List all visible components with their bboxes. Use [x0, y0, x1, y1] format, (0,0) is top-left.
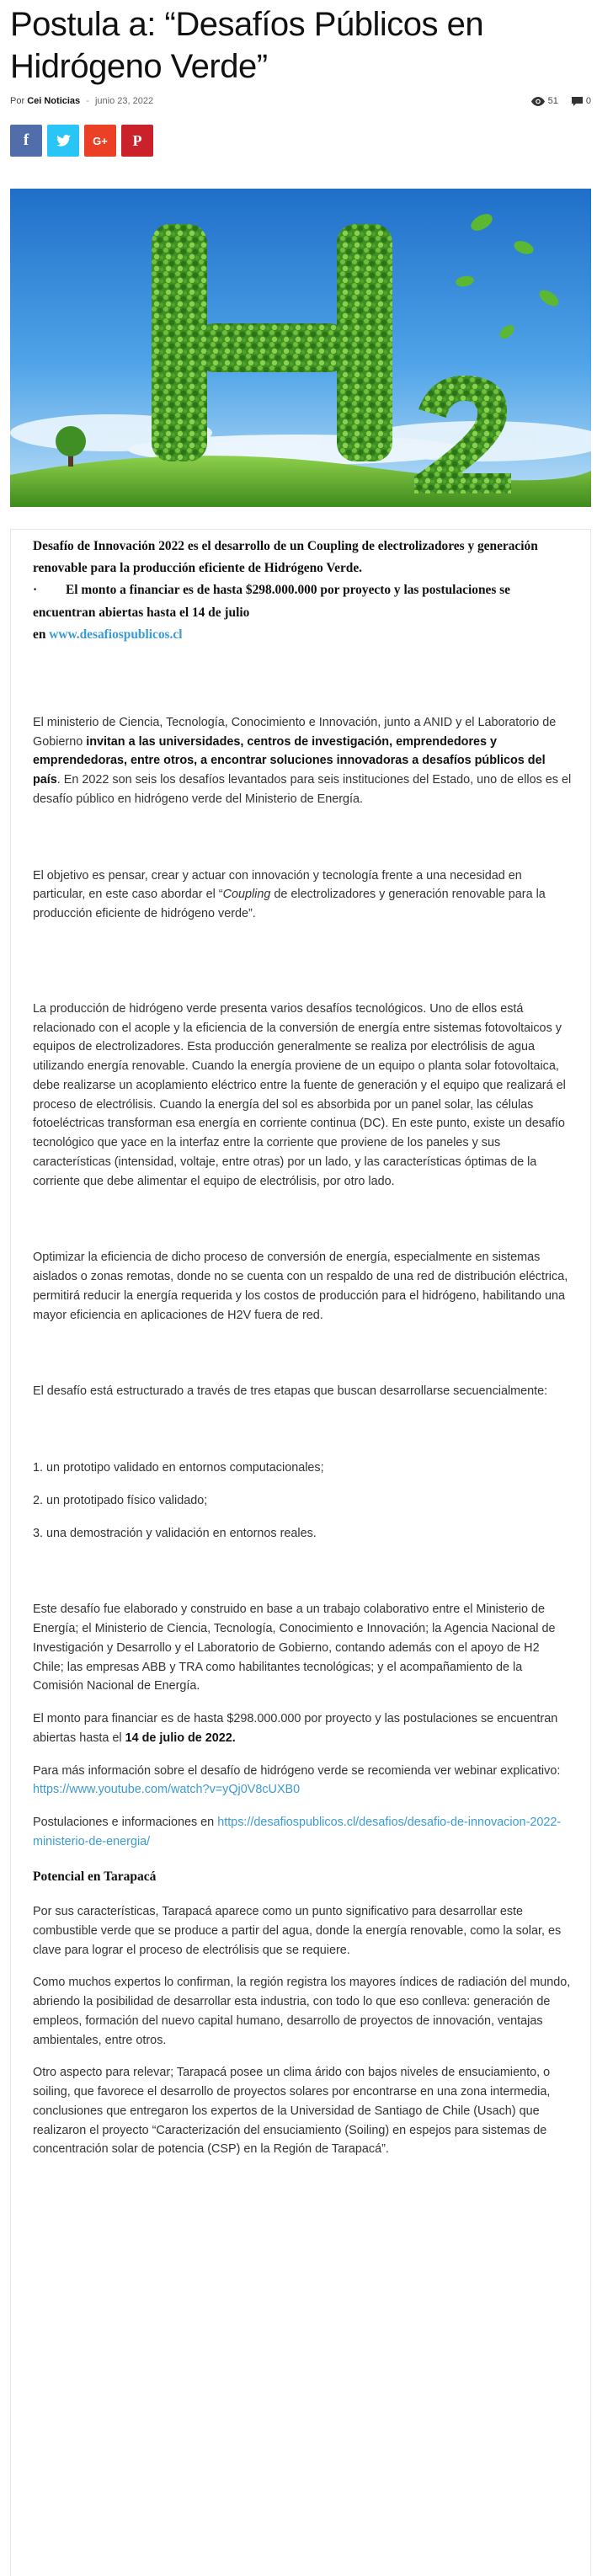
- bullet-text: El monto a financiar es de hasta $298.000.000 por proyecto y las postulaciones se encuentran abiertas hasta el 14 de julio: [33, 583, 511, 620]
- section-heading-tarapaca: Potencial en Tarapacá: [33, 1869, 157, 1884]
- p2-em: Coupling: [222, 888, 271, 902]
- p7-text: El monto para financiar es de hasta $298.000.000 por proyecto y las postulaciones se encuentran abiertas hasta el: [33, 1712, 558, 1745]
- paragraph-3: La producción de hidrógeno verde presenta varios desafíos tecnológicos. Uno de ellos está relacionado con el acople y la eficiencia de la conversión de energía entre sistemas fotovoltaicos y equipos de electrolizadores. Esta producción generalmente se realiza por electrólisis de agua utilizando energía renovable. Cuando la energía proviene de un equipo o planta solar fotovoltaica, debe realizarse un acoplamiento eléctrico entre la fuente de generación y el equipo que realizará el proceso de electrólisis. Cuando la energía del sol es absorbida por un panel solar, las células fotoeléctricas transforman esa energía en corriente continua (DC). En este punto, existe un desafío tecnológico que yace en la interfaz entre la corriente que proviene de los paneles y sus características (intensidad, voltaje, entre otras) por un lado, y las características óptimas de la corriente que debe alimentar el equipo de electrólisis, por otro lado.: [33, 1001, 566, 1188]
- paragraph-7: [33, 1709, 572, 1748]
- author-link[interactable]: Cei Noticias: [27, 96, 81, 106]
- twitter-icon: [56, 135, 71, 147]
- youtube-link[interactable]: https://www.youtube.com/watch?v=yQj0V8cUXB0: [33, 1783, 301, 1797]
- views-count: 51: [547, 96, 558, 106]
- hero-image: [10, 189, 591, 507]
- paragraph-5: El desafío está estructurado a través de tres etapas que buscan desarrollarse secuencialmente:: [33, 1384, 548, 1399]
- desafios-link[interactable]: www.desafiospublicos.cl: [49, 627, 183, 642]
- paragraph-2: [33, 867, 572, 924]
- article-body: [33, 536, 572, 2159]
- paragraph-10: Por sus características, Tarapacá aparece como un punto significativo para desarrollar este combustible verde que se produce a partir del agua, donde la energía renovable, como la solar, es clave para lograr el proceso de electrólisis que se requiere.: [33, 1905, 562, 1957]
- postulaciones-link[interactable]: https://desafiospublicos.cl/desafios/desafio-de-innovacion-2022-ministerio-de-energia/: [33, 1816, 562, 1848]
- share-bar: [10, 125, 153, 157]
- paragraph-11: Como muchos expertos lo confirman, la región registra los mayores índices de radiación del mundo, abriendo la posibilidad de desarrollar esta industria, con todo lo que eso conlleva: generación de empleos, formación del nuevo capital humano, desarrollo de proyectos de innovación, ventajas ambientales, entre otros.: [33, 1976, 571, 2047]
- bullet-link-line: [33, 624, 572, 646]
- stage-2: 2. un prototipado físico validado;: [33, 1493, 208, 1507]
- facebook-icon: f: [23, 131, 29, 149]
- paragraph-4: Optimizar la eficiencia de dicho proceso de conversión de energía, especialmente en sistemas aislados o zonas remotas, donde no se cuenta con un respaldo de una red de distribución eléctrica, permitirá reducir la energía requerida y los costos de producción para el hidrógeno, habilitando una mayor eficiencia en aplicaciones de H2V fuera de red.: [33, 1251, 568, 1322]
- p1-text-a: El ministerio de Ciencia, Tecnología, Conocimiento e Innovación, junto a ANID y el Laboratorio de Gobierno: [33, 715, 557, 749]
- views-counter: [531, 96, 558, 106]
- paragraph-1: [33, 713, 572, 809]
- p8-text: Para más información sobre el desafío de hidrógeno verde se recomienda ver webinar explicativo:: [33, 1763, 561, 1778]
- pinterest-icon: P: [132, 131, 142, 149]
- publish-date: junio 23, 2022: [94, 96, 154, 106]
- p2-text-b: de electrolizadores y generación renovable para la producción eficiente de hidrógeno verde”.: [33, 888, 546, 921]
- eye-icon: [531, 97, 545, 106]
- comments-count: 0: [585, 96, 591, 106]
- article-meta: [10, 96, 591, 111]
- comment-icon: [572, 97, 583, 106]
- bullet-paragraph: [33, 579, 572, 623]
- intro-bold: Desafío de Innovación 2022 es el desarrollo de un Coupling de electrolizadores y generación renovable para la producción eficiente de Hidrógeno Verde.: [33, 539, 538, 576]
- paragraph-9: [33, 1813, 572, 1852]
- paragraph-12: Otro aspecto para relevar; Tarapacá posee un clima árido con bajos niveles de ensuciamiento, o soiling, que favorece el desarrollo de proyectos solares por encontrarse en una zona intermedia, conclusiones que entregaron los expertos de la Universidad de Santiago de Chile (Usach) que realizaron el proyecto “Caracterización del ensuciamiento (Soiling) en espejos para sistemas de concentración solar de potencia (CSP) en la Región de Tarapacá”.: [33, 2066, 551, 2157]
- comments-counter[interactable]: [572, 96, 591, 106]
- article-content: [10, 529, 591, 2576]
- p9-text: Postulaciones e informaciones en: [33, 1816, 215, 1830]
- p1-text-b: . En 2022 son seis los desafíos levantados para seis instituciones del Estado, uno de ellos es el desafío público en hidrógeno verde del Ministerio de Energía.: [33, 773, 572, 806]
- p7-bold: 14 de julio de 2022.: [125, 1731, 236, 1745]
- paragraph-8: [33, 1762, 572, 1800]
- stage-1: 1. un prototipo validado en entornos computacionales;: [33, 1461, 324, 1475]
- googleplus-share-button[interactable]: [84, 125, 116, 157]
- facebook-share-button[interactable]: [10, 125, 42, 157]
- googleplus-icon: G+: [93, 134, 108, 147]
- p2-text-a: El objetivo es pensar, crear y actuar con innovación y tecnología frente a una necesidad en particular, en este caso abordar el “: [33, 868, 522, 902]
- bullet-en: en: [33, 627, 46, 642]
- meta-separator: -: [86, 96, 89, 106]
- paragraph-6: Este desafío fue elaborado y construido en base a un trabajo colaborativo entre el Ministerio de Energía; el Ministerio de Ciencia, Tecnología, Conocimiento e Innovación; la Agencia Nacional de Investigación y Desarrollo y el Laboratorio de Gobierno, contando además con el apoyo de H2 Chile; las empresas ABB y TRA como habilitantes tecnológicas; y el acompañamiento de la Comisión Nacional de Energía.: [33, 1603, 556, 1693]
- pinterest-share-button[interactable]: [121, 125, 153, 157]
- twitter-share-button[interactable]: [47, 125, 79, 157]
- article-counters: [531, 96, 591, 106]
- article-title: Postula a: “Desafíos Públicos en Hidrógeno Verde”: [10, 6, 484, 85]
- by-label: Por: [10, 96, 25, 106]
- bullet-mark: ·: [33, 583, 38, 598]
- stage-3: 3. una demostración y validación en entornos reales.: [33, 1526, 317, 1540]
- p1-bold: invitan a las universidades, centros de investigación, emprendedores y emprendedoras, entre otros, a encontrar soluciones innovadoras a desafíos públicos del país: [33, 734, 546, 787]
